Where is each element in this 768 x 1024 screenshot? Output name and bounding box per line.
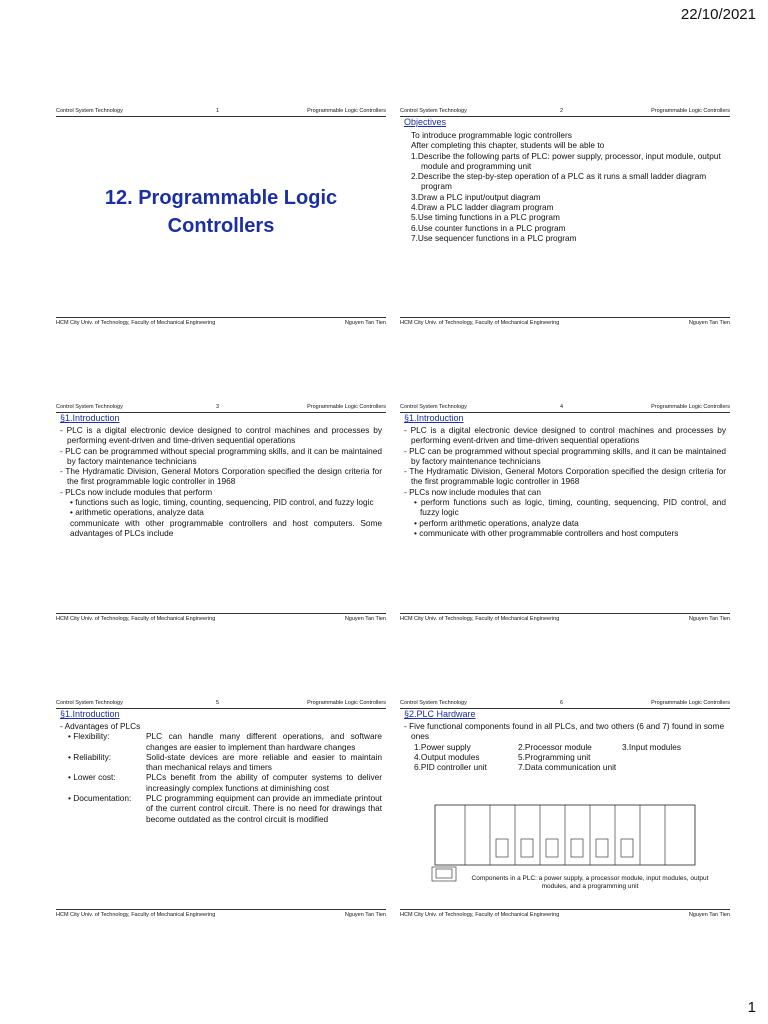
slide-4 xyxy=(400,402,730,624)
slide-2 xyxy=(400,106,730,328)
slide-header: Control System Technology 4 Programmable Logic Controllers xyxy=(400,402,730,413)
slide-1 xyxy=(56,106,386,328)
slide-footer: HCM City Univ. of Technology, Faculty of Mechanical Engineering Nguyen Tan Tien xyxy=(400,613,730,624)
slide-5 xyxy=(56,698,386,920)
slide-header: Control System Technology 1 Programmable Logic Controllers xyxy=(56,106,386,117)
slide-footer: HCM City Univ. of Technology, Faculty of Mechanical Engineering Nguyen Tan Tien xyxy=(56,317,386,328)
slide-header: Control System Technology 5 Programmable Logic Controllers xyxy=(56,698,386,709)
slide-footer: HCM City Univ. of Technology, Faculty of Mechanical Engineering Nguyen Tan Tien xyxy=(56,613,386,624)
page-number: 1 xyxy=(747,999,756,1016)
slide-body: - Five functional components found in all PLCs, and two others (6 and 7) found in some ones 1.Power supply 2.Processor module 3.Input modules 4.Output modules 5.Programming unit 6.PID controller unit 7.Data communication unit xyxy=(404,721,725,773)
slide-footer: HCM City Univ. of Technology, Faculty of Mechanical Engineering Nguyen Tan Tien xyxy=(400,317,730,328)
slide-footer: HCM City Univ. of Technology, Faculty of Mechanical Engineering Nguyen Tan Tien xyxy=(56,909,386,920)
slide-body: - PLC is a digital electronic device designed to control machines and processes by performing event-driven and time-driven sequential operations - PLC can be programmed without special programming skills, and it can be maintained by factory maintenance technicians - The Hydramatic Division, General Motors Corporation specified the design criteria for the first programmable logic controller in 1968 - PLCs now include modules that perform • functions such as logic, timing, counting, sequencing, PID control, and fuzzy logic • arithmetic operations, analyze data communicate with other programmable controllers and host computers. Some advantages of PLCs include xyxy=(60,425,382,538)
chapter-title: 12. Programmable Logic Controllers xyxy=(104,187,338,237)
slide-footer: HCM City Univ. of Technology, Faculty of Mechanical Engineering Nguyen Tan Tien xyxy=(400,909,730,920)
plc-components-diagram xyxy=(430,791,710,886)
slide-body: - PLC is a digital electronic device designed to control machines and processes by performing event-driven and time-driven sequential operations - PLC can be programmed without special programming skills, and it can be maintained by factory maintenance technicians - The Hydramatic Division, General Motors Corporation specified the design criteria for the first programmable logic controller in 1968 - PLCs now include modules that can • perform functions such as logic, timing, counting, sequencing, PID control, and fuzzy logic • perform arithmetic operations, analyze data • communicate with other programmable controllers and host computers xyxy=(404,425,726,538)
advantage-row: • Documentation: PLC programming equipment can provide an immediate printout of the current control circuit. There is no need for drawings that become outdated as the control circuit is modified xyxy=(68,793,382,824)
slide-3 xyxy=(56,402,386,624)
slide-title: §2.PLC Hardware xyxy=(404,709,476,719)
slide-title: Objectives xyxy=(404,117,447,127)
advantage-row: • Reliability: Solid-state devices are more reliable and easier to maintain than mechanical relays and timers xyxy=(68,751,382,773)
slide-header: Control System Technology 3 Programmable Logic Controllers xyxy=(56,402,386,413)
slide-header: Control System Technology 2 Programmable Logic Controllers xyxy=(400,106,730,117)
slide-6 xyxy=(400,698,730,920)
diagram-caption: Components in a PLC: a power supply, a processor module, input modules, output modules, and a programming unit xyxy=(471,875,709,890)
advantage-row: • Lower cost: PLCs benefit from the ability of computer systems to deliver increasingly complex functions at diminishing cost xyxy=(68,772,382,793)
slide-body: To introduce programmable logic controllers After completing this chapter, students will be able to 1.Describe the following parts of PLC: power supply, processor, input module, output module and programming unit 2.Describe the step-by-step operation of a PLC as it runs a small ladder diagram program 3.Draw a PLC input/output diagram 4.Draw a PLC ladder diagram program 5.Use timing functions in a PLC program 6.Use counter functions in a PLC program 7.Use sequencer functions in a PLC program xyxy=(411,130,721,243)
advantage-row: • Flexibility: PLC can handle many different operations, and software changes are easier to implement than hardware changes xyxy=(68,731,382,752)
slide-title: §1.Introduction xyxy=(60,413,120,423)
slide-title: §1.Introduction xyxy=(404,413,464,423)
slide-body: - Advantages of PLCs • Flexibility: PLC can handle many different operations, and software changes are easier to implement than hardware changes • Reliability: Solid-state devices are more reliable and easier to maintain than mechanical relays and timers • Lower cost: PLCs benefit from the ability of computer systems to deliver increasingly complex functions at diminishing cost • Documentation: PLC programming equipment can provide an immediate printout of the current control circuit. There is no need for drawings that become outdated as the control circuit is modified xyxy=(60,721,382,824)
print-date: 22/10/2021 xyxy=(680,6,756,23)
slide-title: §1.Introduction xyxy=(60,709,120,719)
slide-header: Control System Technology 6 Programmable Logic Controllers xyxy=(400,698,730,709)
